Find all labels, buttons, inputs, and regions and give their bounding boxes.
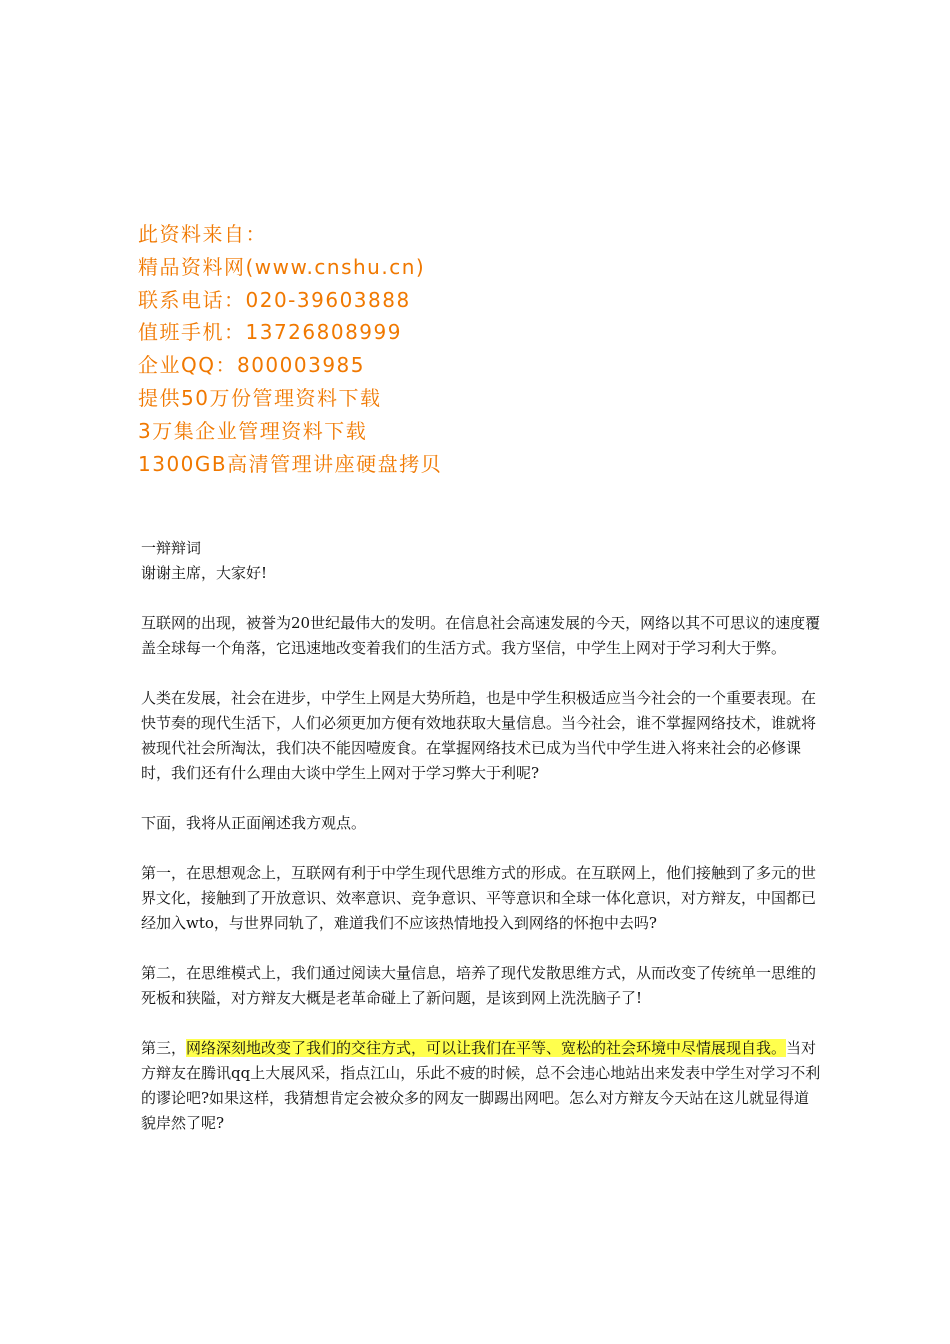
offer-line-2: 3万集企业管理资料下载 (138, 418, 368, 443)
paragraph-transition: 下面，我将从正面阐述我方观点。 (141, 814, 367, 832)
greeting: 谢谢主席，大家好! (141, 564, 268, 582)
source-line: 此资料来自： (138, 222, 267, 246)
paragraph-point-three (141, 1036, 821, 1136)
qq-line: 企业QQ：800003985 (138, 353, 366, 378)
source-info-block (138, 218, 838, 480)
document-body (141, 536, 821, 1136)
offer-line-3: 1300GB高清管理讲座硬盘拷贝 (138, 451, 443, 476)
paragraph-society: 人类在发展，社会在进步，中学生上网是大势所趋，也是中学生积极适应当今社会的一个重要表现。在快节奏的现代生活下，人们必须更加方便有效地获取大量信息。当今社会，谁不掌握网络技术，谁就将被现代社会所淘汰，我们决不能因噎废食。在掌握网络技术已成为当代中学生进入将来社会的必修课时，我们还有什么理由大谈中学生上网对于学习弊大于利呢? (141, 689, 817, 782)
paragraph-intro: 互联网的出现，被誉为20世纪最伟大的发明。在信息社会高速发展的今天，网络以其不可思议的速度覆盖全球每一个角落，它迅速地改变着我们的生活方式。我方坚信，中学生上网对于学习利大于弊。 (141, 614, 821, 657)
document-title: 一辩辩词 (141, 539, 202, 557)
website-line: 精品资料网(www.cnshu.cn) (138, 254, 426, 279)
point-three-prefix: 第三， (141, 1039, 187, 1057)
paragraph-point-one: 第一，在思想观念上，互联网有利于中学生现代思维方式的形成。在互联网上，他们接触到了多元的世界文化，接触到了开放意识、效率意识、竞争意识、平等意识和全球一体化意识，对方辩友，中国都已经加入wto，与世界同轨了，难道我们不应该热情地投入到网络的怀抱中去吗? (141, 864, 817, 932)
phone-line: 联系电话：020-39603888 (138, 287, 411, 312)
paragraph-point-two: 第二，在思维模式上，我们通过阅读大量信息，培养了现代发散思维方式，从而改变了传统单一思维的死板和狭隘，对方辩友大概是老革命碰上了新问题，是该到网上洗洗脑子了! (141, 964, 817, 1007)
mobile-line: 值班手机：13726808999 (138, 320, 402, 345)
highlighted-text: 网络深刻地改变了我们的交往方式，可以让我们在平等、宽松的社会环境中尽情展现自我。 (186, 1039, 787, 1057)
offer-line-1: 提供50万份管理资料下载 (138, 385, 382, 410)
point-three-rest: 当对方辩友在腾讯qq上大展风采，指点江山，乐此不疲的时候，总不会违心地站出来发表中学生对学习不利的谬论吧?如果这样，我猜想肯定会被众多的网友一脚踢出网吧。怎么对方辩友今天站在这儿就显得道貌岸然了呢? (141, 1039, 821, 1132)
